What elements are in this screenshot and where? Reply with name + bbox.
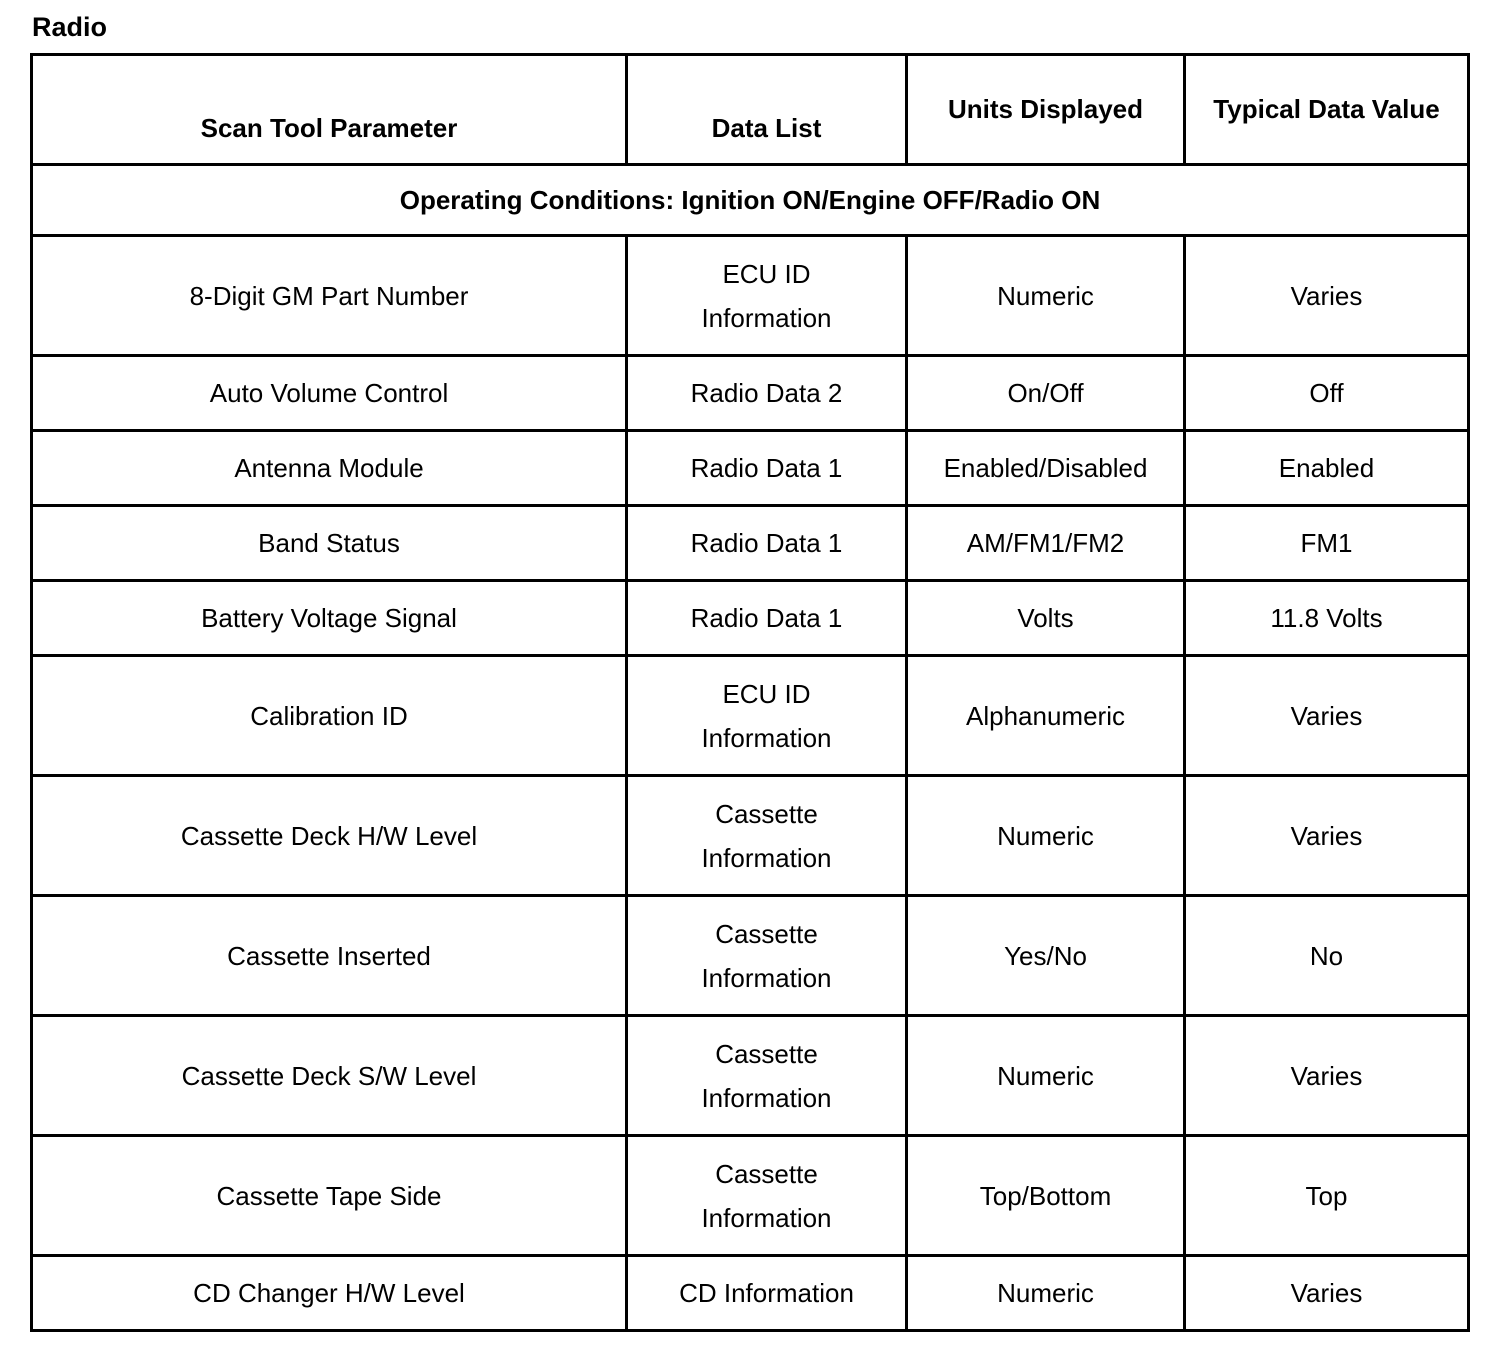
table-row xyxy=(32,431,1469,506)
units-displayed-cell: Alphanumeric xyxy=(907,656,1185,776)
data-list-cell: ECU ID Information xyxy=(627,656,907,776)
units-displayed-cell: On/Off xyxy=(907,356,1185,431)
scan-tool-parameter-cell: Battery Voltage Signal xyxy=(32,581,627,656)
data-list-cell: Cassette Information xyxy=(627,896,907,1016)
data-list-cell: Cassette Information xyxy=(627,776,907,896)
table-row xyxy=(32,356,1469,431)
table-row xyxy=(32,506,1469,581)
data-list-cell: CD Information xyxy=(627,1256,907,1331)
units-displayed-cell: Enabled/Disabled xyxy=(907,431,1185,506)
scan-tool-parameter-cell: Cassette Deck S/W Level xyxy=(32,1016,627,1136)
typical-data-value-cell: Enabled xyxy=(1185,431,1469,506)
header-units-displayed: Units Displayed xyxy=(907,55,1185,165)
data-list-cell: Cassette Information xyxy=(627,1136,907,1256)
data-list-cell: Radio Data 2 xyxy=(627,356,907,431)
header-row xyxy=(32,55,1469,165)
typical-data-value-cell: Varies xyxy=(1185,236,1469,356)
typical-data-value-cell: FM1 xyxy=(1185,506,1469,581)
table-row xyxy=(32,896,1469,1016)
units-displayed-cell: Top/Bottom xyxy=(907,1136,1185,1256)
header-typical-data-value: Typical Data Value xyxy=(1185,55,1469,165)
scan-tool-parameter-cell: Cassette Deck H/W Level xyxy=(32,776,627,896)
typical-data-value-cell: No xyxy=(1185,896,1469,1016)
page-title: Radio xyxy=(32,12,108,42)
table-row xyxy=(32,1136,1469,1256)
scan-tool-data-table xyxy=(30,53,1470,1332)
operating-conditions: Operating Conditions: Ignition ON/Engine OFF/Radio ON xyxy=(32,165,1469,236)
table-row xyxy=(32,581,1469,656)
table-row xyxy=(32,1256,1469,1331)
header-data-list: Data List xyxy=(627,55,907,165)
units-displayed-cell: Numeric xyxy=(907,1256,1185,1331)
table-row xyxy=(32,776,1469,896)
data-list-cell: ECU ID Information xyxy=(627,236,907,356)
scan-tool-parameter-cell: Auto Volume Control xyxy=(32,356,627,431)
typical-data-value-cell: Varies xyxy=(1185,1256,1469,1331)
typical-data-value-cell: Varies xyxy=(1185,656,1469,776)
scan-tool-parameter-cell: 8-Digit GM Part Number xyxy=(32,236,627,356)
data-list-cell: Radio Data 1 xyxy=(627,506,907,581)
scan-tool-parameter-cell: Antenna Module xyxy=(32,431,627,506)
units-displayed-cell: Numeric xyxy=(907,236,1185,356)
scan-tool-parameter-cell: Calibration ID xyxy=(32,656,627,776)
header-scan-tool-parameter: Scan Tool Parameter xyxy=(32,55,627,165)
typical-data-value-cell: Varies xyxy=(1185,776,1469,896)
scan-tool-parameter-cell: Cassette Tape Side xyxy=(32,1136,627,1256)
scan-tool-parameter-cell: Band Status xyxy=(32,506,627,581)
units-displayed-cell: Yes/No xyxy=(907,896,1185,1016)
units-displayed-cell: Numeric xyxy=(907,776,1185,896)
data-list-cell: Radio Data 1 xyxy=(627,581,907,656)
typical-data-value-cell: 11.8 Volts xyxy=(1185,581,1469,656)
units-displayed-cell: AM/FM1/FM2 xyxy=(907,506,1185,581)
typical-data-value-cell: Top xyxy=(1185,1136,1469,1256)
data-list-cell: Cassette Information xyxy=(627,1016,907,1136)
operating-conditions-row xyxy=(32,165,1469,236)
table-row xyxy=(32,656,1469,776)
units-displayed-cell: Numeric xyxy=(907,1016,1185,1136)
table-row xyxy=(32,1016,1469,1136)
typical-data-value-cell: Varies xyxy=(1185,1016,1469,1136)
units-displayed-cell: Volts xyxy=(907,581,1185,656)
typical-data-value-cell: Off xyxy=(1185,356,1469,431)
data-list-cell: Radio Data 1 xyxy=(627,431,907,506)
scan-tool-parameter-cell: CD Changer H/W Level xyxy=(32,1256,627,1331)
scan-tool-parameter-cell: Cassette Inserted xyxy=(32,896,627,1016)
table-row xyxy=(32,236,1469,356)
